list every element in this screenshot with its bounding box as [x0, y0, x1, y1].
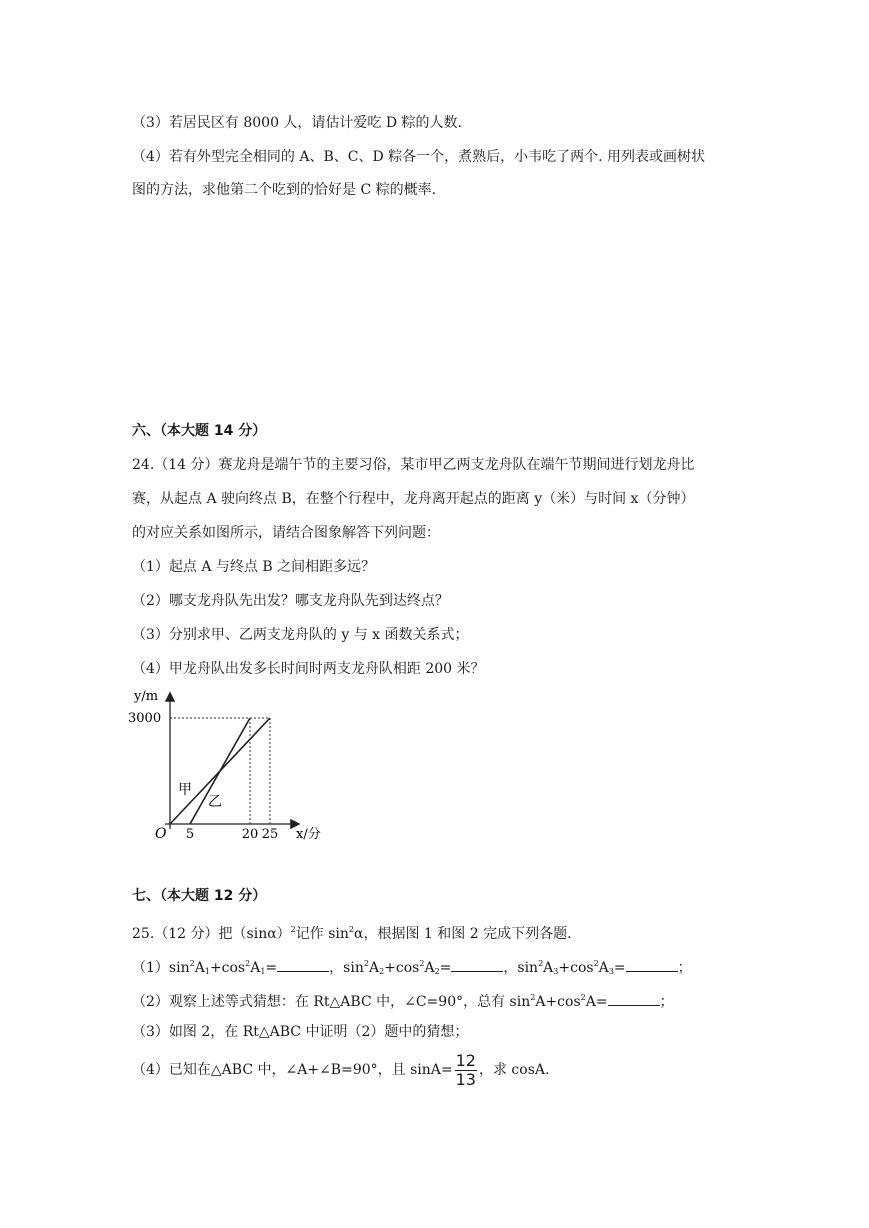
cos: +cos: [558, 960, 594, 976]
q25-intro-a: 25.（12 分）把（sinα）: [132, 926, 291, 942]
q25-p2-c: A=: [585, 994, 608, 1010]
q23-part4-line1: （4）若有外型完全相同的 A、B、C、D 粽各一个，煮熟后，小韦吃了两个. 用列表或画树状: [132, 149, 706, 165]
cos: +cos: [384, 960, 420, 976]
fraction-numerator: 12: [455, 1050, 476, 1070]
q24-part2: （2）哪支龙舟队先出发？哪支龙舟队先到达终点？: [132, 593, 449, 609]
q25-intro: [132, 920, 572, 944]
q24-part3: （3）分别求甲、乙两支龙舟队的 y 与 x 函数关系式；: [132, 627, 469, 643]
q25-intro-sup: 2: [290, 925, 296, 934]
q25-intro-c: α，根据图 1 和图 2 完成下列各题.: [354, 926, 572, 942]
sq: 2: [245, 959, 251, 968]
i1: 1: [204, 967, 210, 976]
sep: ，: [329, 960, 344, 976]
q24-part1: （1）起点 A 与终点 B 之间相距多远？: [132, 559, 376, 575]
q25-part2: [132, 988, 674, 1012]
sq: 2: [530, 993, 536, 1002]
sep: ，: [503, 960, 518, 976]
A: A: [368, 960, 380, 976]
y-tick-3000: 3000: [128, 711, 162, 726]
x-tick-20: 20: [241, 827, 259, 842]
sin: sin: [343, 960, 364, 976]
q25-p1-sin: sin: [168, 960, 190, 976]
sq: 2: [419, 959, 425, 968]
fraction-12-13: [455, 1052, 477, 1089]
q25-p4-a: （4）已知在△ABC 中，∠A+∠B=90°，且 sinA=: [132, 1062, 453, 1078]
q24-line3: 的对应关系如图所示，请结合图象解答下列问题：: [132, 525, 440, 541]
i2: 2: [434, 967, 440, 976]
sq: 2: [363, 959, 369, 968]
i1: 1: [260, 967, 266, 976]
q25-p4-b: ，求 cosA.: [478, 1062, 550, 1078]
end: ；: [659, 994, 674, 1010]
fraction-denominator: 13: [455, 1069, 476, 1089]
A: A: [250, 960, 261, 976]
y-axis-label: y/m: [134, 689, 159, 704]
q25-p2-b: A+cos: [535, 994, 581, 1010]
distance-time-graph: [120, 684, 340, 844]
eq: =: [439, 960, 452, 976]
q25-part1: [132, 954, 692, 982]
eq: =: [265, 960, 278, 976]
x-axis-label: x/分: [296, 827, 321, 842]
q24-part4: （4）甲龙舟队出发多长时间时两支龙舟队相距 200 米？: [132, 661, 485, 677]
q23-part4-line2: 图的方法，求他第二个吃到的恰好是 C 粽的概率.: [132, 182, 437, 198]
q25-part4: [132, 1050, 549, 1090]
sq: 2: [593, 959, 599, 968]
sin: sin: [517, 960, 539, 976]
q25-part3: （3）如图 2，在 Rt△ABC 中证明（2）题中的猜想；: [132, 1024, 469, 1040]
i3: 3: [553, 967, 559, 976]
answer-blank-4[interactable]: [608, 991, 660, 1006]
sq: 2: [580, 993, 586, 1002]
sq: 2: [189, 959, 195, 968]
q25-intro-b: 记作 sin: [295, 926, 349, 942]
eq: =: [613, 960, 626, 976]
answer-blank-3[interactable]: [626, 957, 678, 972]
q25-intro-sup2: 2: [348, 925, 354, 934]
label-yi: 乙: [208, 794, 222, 810]
x-tick-25: 25: [261, 827, 279, 842]
i3: 3: [608, 967, 614, 976]
label-jia: 甲: [178, 782, 192, 798]
sq: 2: [538, 959, 544, 968]
q25-p2-a: （2）观察上述等式猜想：在 Rt△ABC 中，∠C=90°，总有 sin: [132, 994, 531, 1010]
i2: 2: [379, 967, 385, 976]
end: ；: [677, 960, 692, 976]
q23-part3: （3）若居民区有 8000 人，请估计爱吃 D 粽的人数.: [132, 115, 463, 131]
A: A: [194, 960, 205, 976]
cos: +cos: [209, 960, 246, 976]
section-6-heading: 六、（本大题 14 分）: [132, 423, 267, 439]
q24-line2: 赛，从起点 A 驶向终点 B，在整个行程中，龙舟离开起点的距离 y（米）与时间 x（分钟）: [132, 491, 695, 507]
A: A: [598, 960, 609, 976]
A: A: [543, 960, 554, 976]
answer-blank-1[interactable]: [277, 957, 329, 972]
answer-blank-2[interactable]: [451, 957, 503, 972]
section-7-heading: 七、（本大题 12 分）: [132, 888, 267, 904]
x-tick-5: 5: [185, 827, 195, 842]
origin-label: O: [155, 826, 167, 842]
q24-line1: 24.（14 分）赛龙舟是端午节的主要习俗，某市甲乙两支龙舟队在端午节期间进行划龙舟比: [132, 457, 695, 473]
A: A: [424, 960, 435, 976]
q25-p1-prefix: （1）: [132, 960, 169, 976]
